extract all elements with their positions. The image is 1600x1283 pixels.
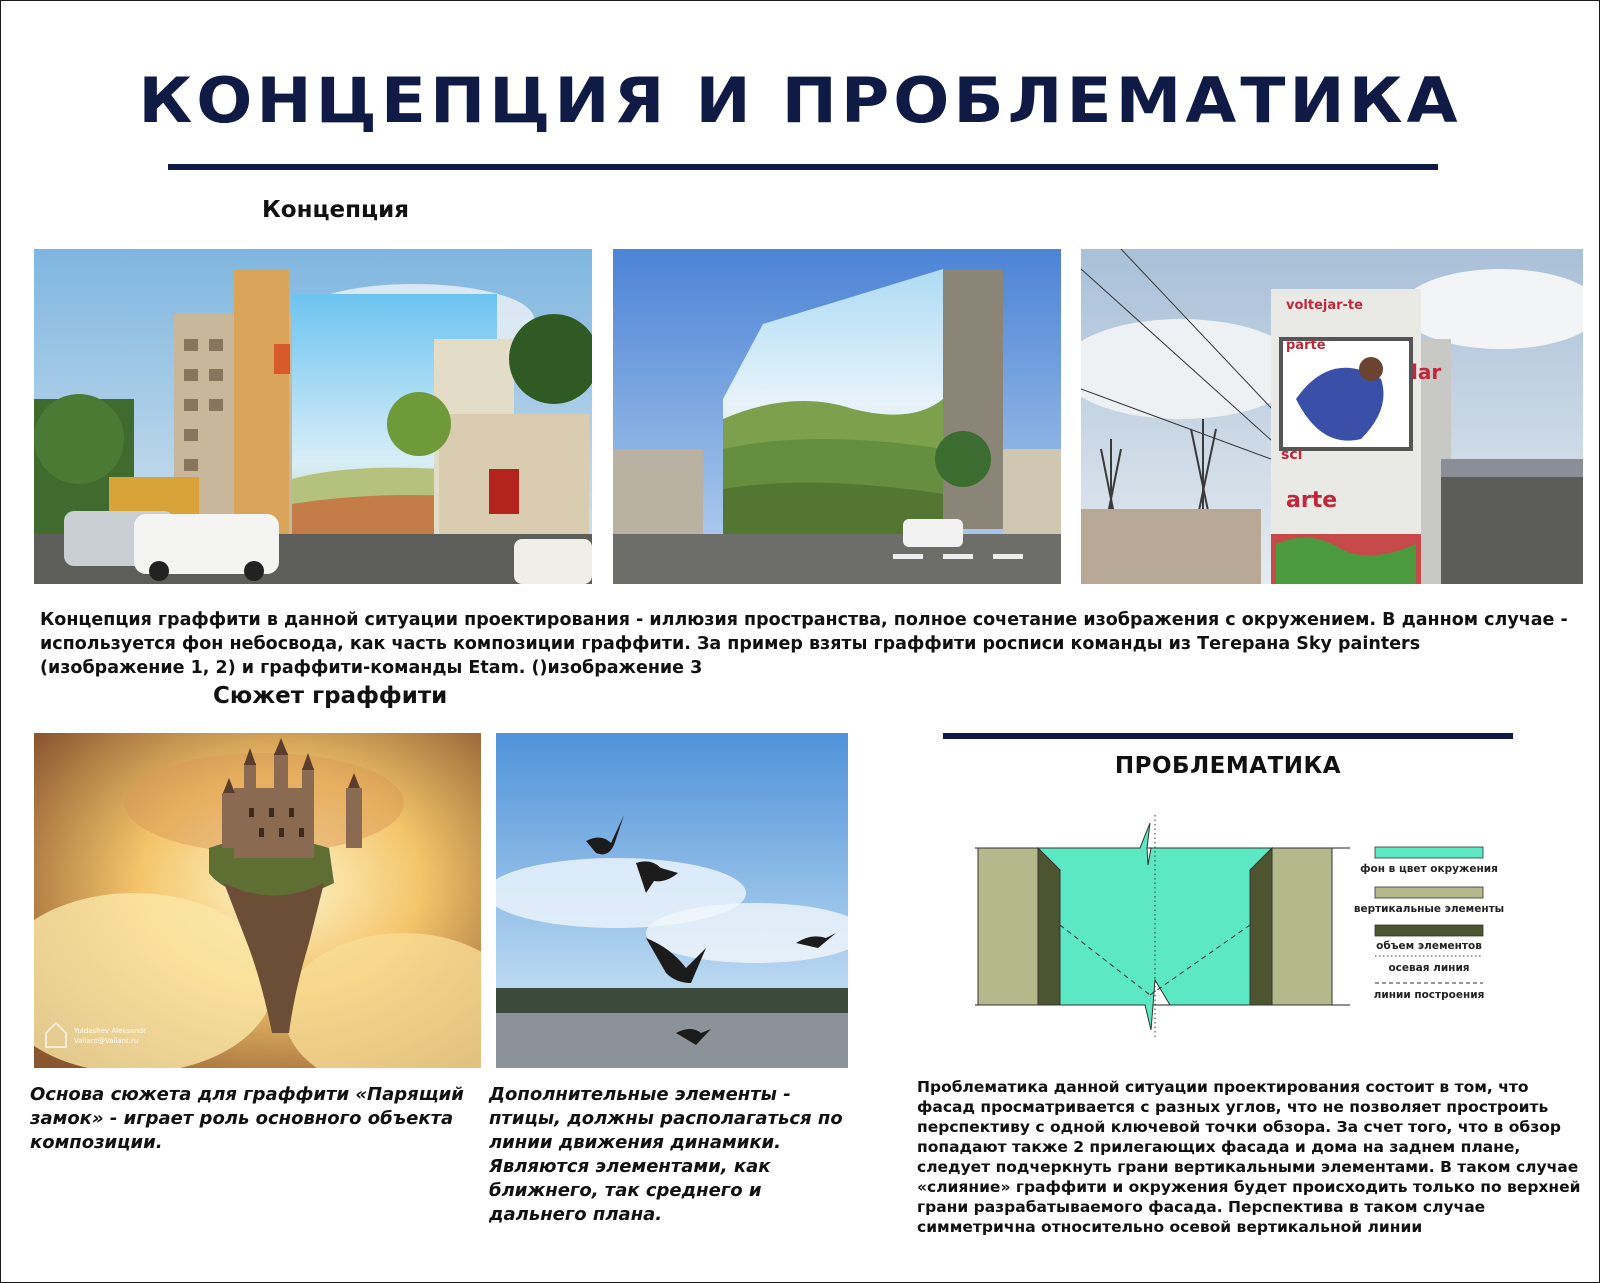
- photo3-word-arte: arte: [1286, 488, 1338, 513]
- photo-tehran-mural-2: [613, 249, 1061, 584]
- photo-floating-castle: [34, 733, 481, 1068]
- castle-watermark-email: Valiant@Valiant.ru: [74, 1037, 139, 1045]
- photo3-word-sci: sci: [1281, 447, 1303, 463]
- legend-swatch-volume: [1375, 925, 1483, 936]
- legend-label-volume: объем элементов: [1376, 940, 1482, 952]
- volume-left: [1038, 848, 1060, 1005]
- photo3-word-voltejar: voltejar-te: [1286, 298, 1363, 313]
- legend-swatch-vertical: [1375, 887, 1483, 898]
- photo-tehran-mural-1: [34, 249, 592, 584]
- concept-description: Концепция граффити в данной ситуации проектирования - иллюзия пространства, полное сочетание изображения с окружением. В данном случае - используется фон небосвода, как часть композиции граффити. За пример взяты граффити росписи команды из Тегерана Sky painters (изображение 1, 2) и граффити-команды Etam. ()изображение 3: [40, 610, 1568, 678]
- facade-background: [1038, 823, 1272, 1030]
- problem-description: Проблематика данной ситуации проектирования состоит в том, что фасад просматривается с разных углов, что не позволяет простроить перспективу с одной ключевой точки обзора. За счет того, что в обзор попадают также 2 прилегающих фасада и дома на заднем плане, следует подчеркнуть грани вертикальными элементами. В таком случае «слияние» граффити и окружения будет происходить только по верхней грани разрабатываемого фасада. Перспектива в таком случае симметрична относительно осевой вертикальной линии: [917, 1078, 1581, 1236]
- legend-label-background: фон в цвет окружения: [1360, 863, 1498, 875]
- legend-label-construction: линии построения: [1373, 989, 1485, 1001]
- photo3-word-lar: lar: [1411, 360, 1442, 384]
- photo-birds: [496, 733, 848, 1068]
- problem-divider: [943, 733, 1513, 739]
- legend-label-vertical: вертикальные элементы: [1353, 903, 1505, 915]
- castle-watermark-author: Yuldashev Aleksandr: [74, 1027, 147, 1035]
- volume-right: [1250, 848, 1272, 1005]
- page-title: КОНЦЕПЦИЯ И ПРОБЛЕМАТИКА: [138, 63, 1462, 138]
- diagram-legend: [1354, 847, 1504, 1001]
- legend-swatch-background: [1375, 847, 1483, 858]
- vertical-element-left: [978, 848, 1038, 1005]
- vertical-element-right: [1272, 848, 1332, 1005]
- problem-heading: ПРОБЛЕМАТИКА: [1114, 753, 1342, 779]
- photo-etam-tower: [1081, 249, 1583, 584]
- plot-heading: Сюжет граффити: [213, 683, 448, 709]
- title-divider: [168, 164, 1438, 170]
- legend-label-axis: осевая линия: [1388, 962, 1470, 974]
- concept-heading: Концепция: [262, 197, 409, 223]
- castle-caption: Основа сюжета для граффити «Парящий замок» - играет роль основного объекта композиции.: [30, 1084, 464, 1153]
- facade-diagram: [965, 815, 1515, 1040]
- birds-caption: Дополнительные элементы - птицы, должны располагаться по линии движения динамики. Являются элементами, как ближнего, так среднего и дальнего плана.: [489, 1084, 843, 1225]
- photo3-word-parte: parte: [1286, 338, 1326, 353]
